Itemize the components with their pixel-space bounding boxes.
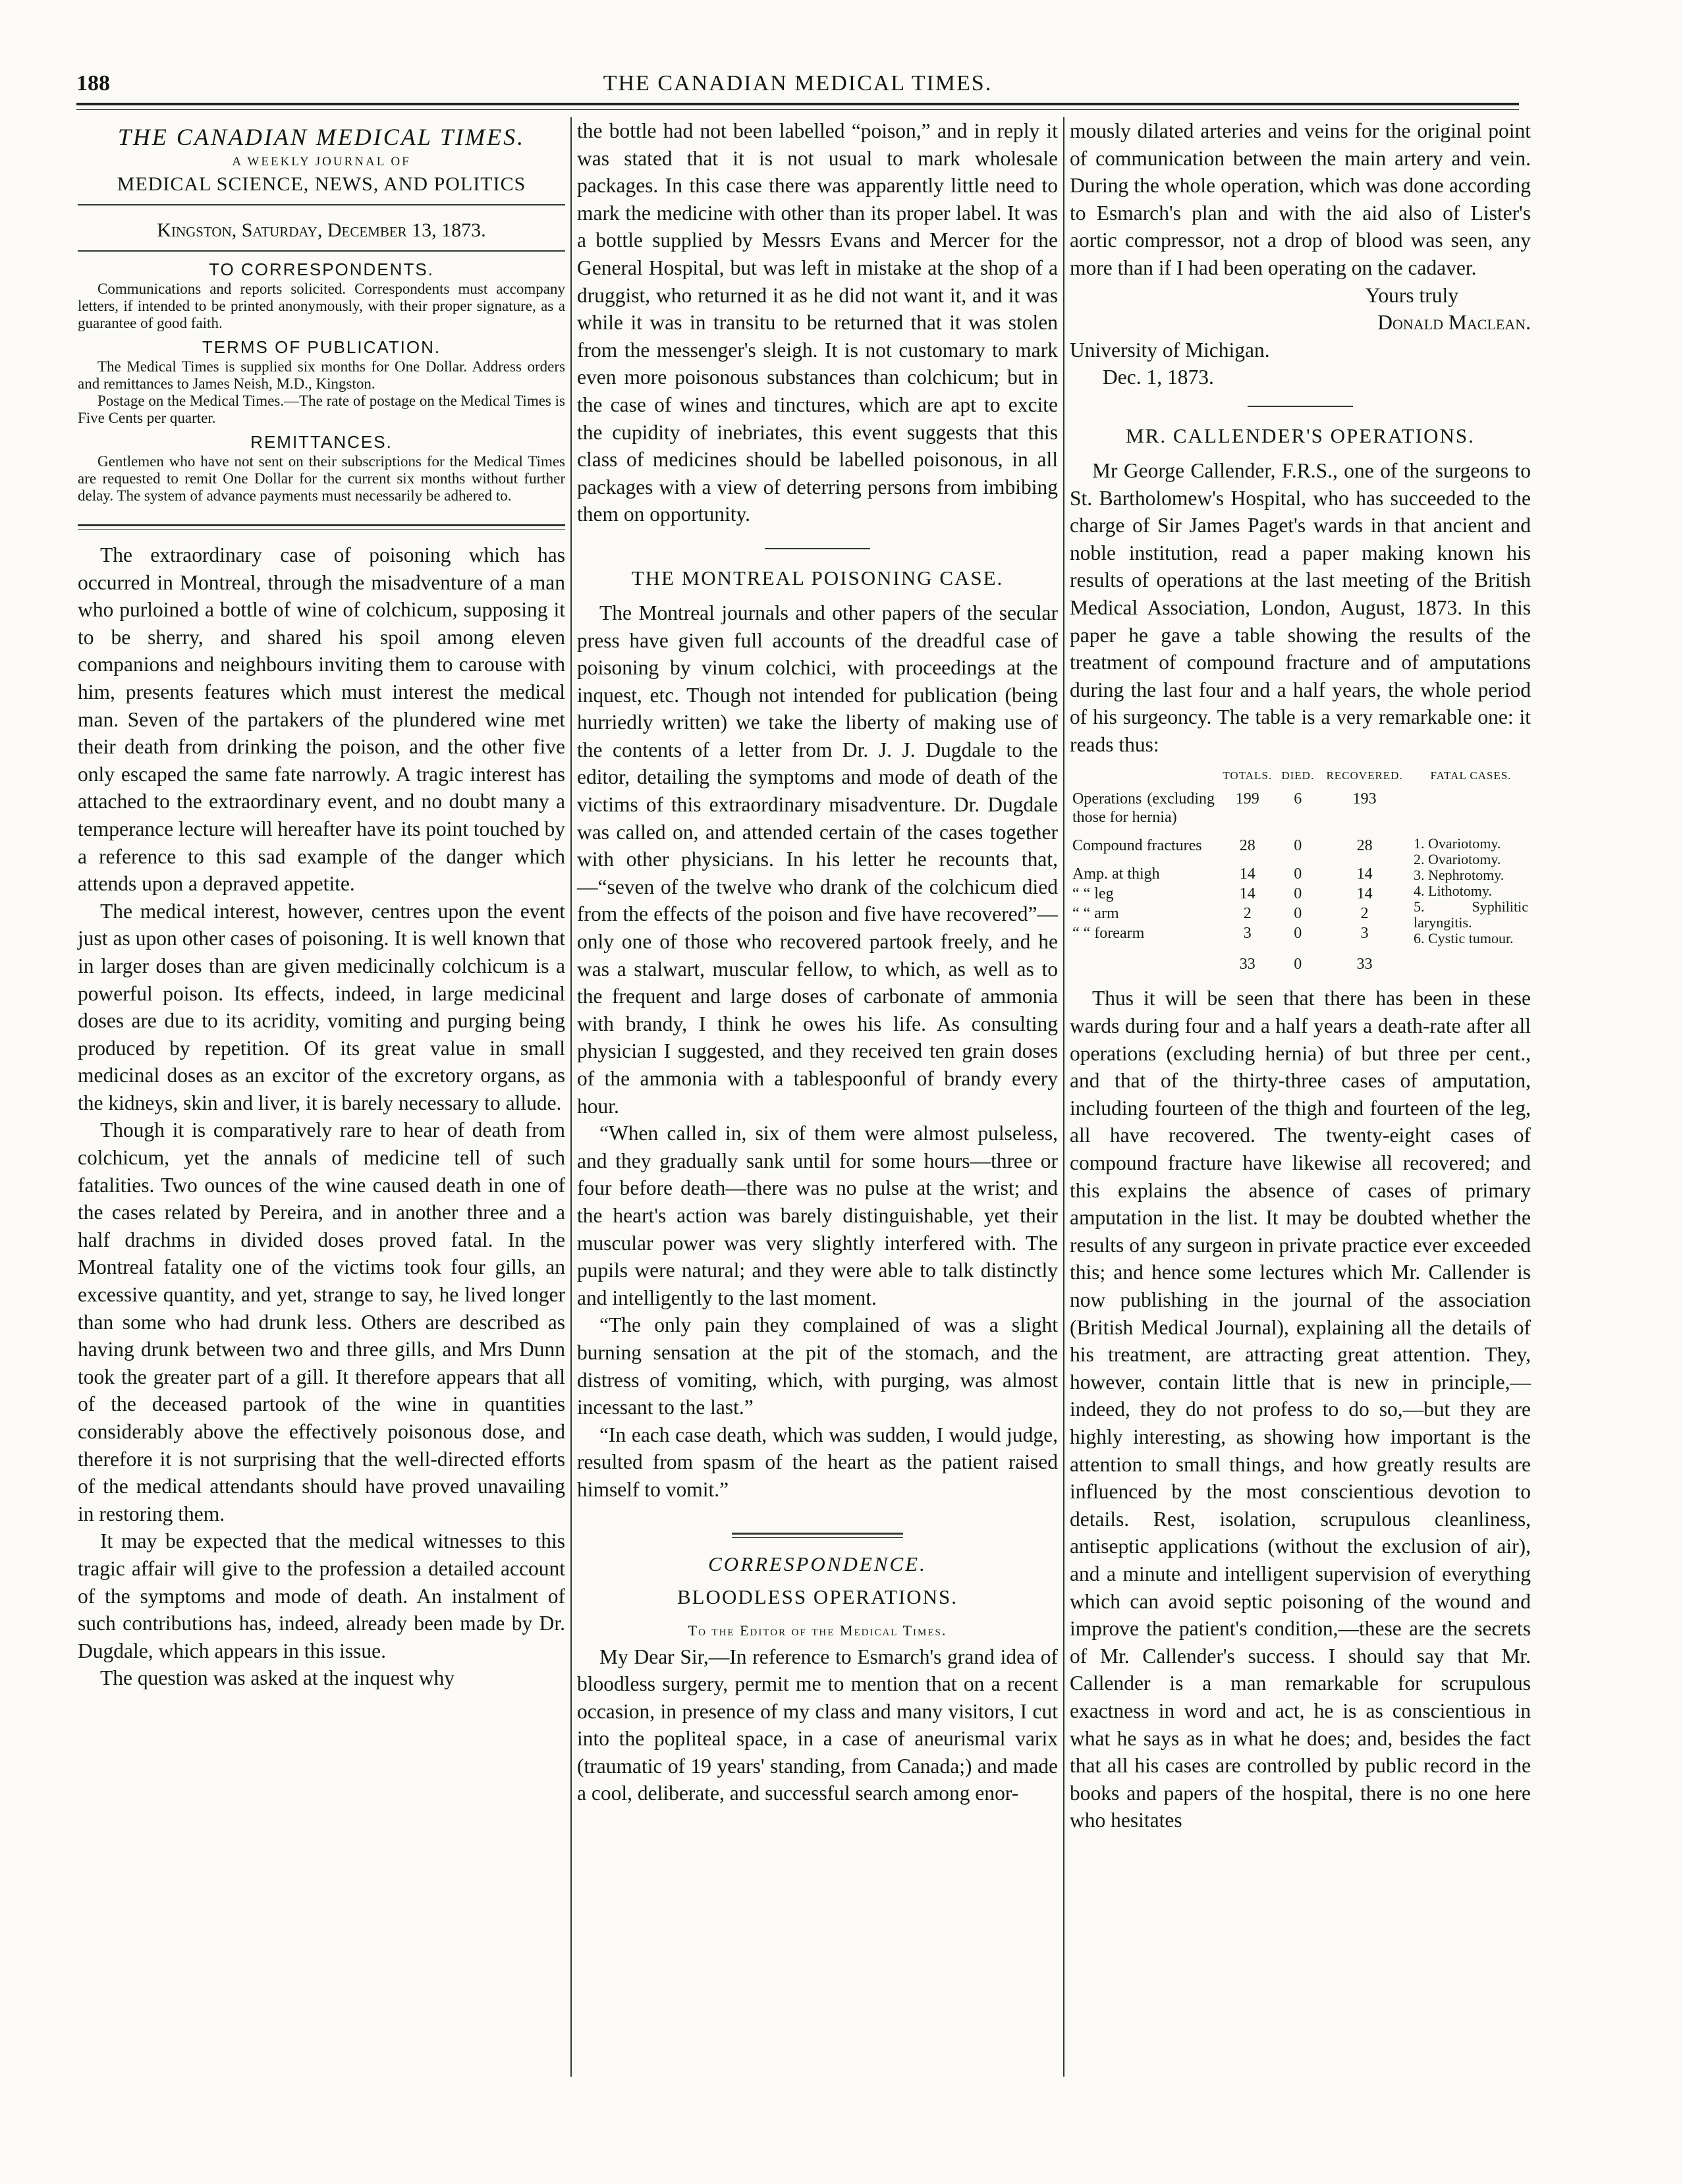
table-cell: 28 xyxy=(1239,837,1255,855)
head-rule xyxy=(76,103,1519,110)
publication-notice: The Medical Times is supplied six months for One Dollar. Address orders and remittances to James Neish, M.D., Kingston. xyxy=(78,358,565,392)
montreal-heading: THE MONTREAL POISONING CASE. xyxy=(631,566,1004,589)
fatal-case: 2. Ovariotomy. xyxy=(1414,851,1501,868)
table-row-label: “ “ arm xyxy=(1072,905,1119,923)
letter-paragraph: My Dear Sir,—In reference to Esmarch's grand idea of bloodless surgery, permit me to mention that on a recent occasion, in presence of my class and many visitors, I cut into the popliteal space, in a case of aneurismal varix (traumatic of 19 years' standing, from Canada;) and made a cool, deliberate, and successful search among enor- xyxy=(577,1645,1058,1805)
callender-paragraph: Thus it will be seen that there has been in these wards during four and a half years a death-rate after all operations (excluding hernia) of but three per cent., and that of the thirty-three cases of amputation, including fourteen of the thigh and fourteen of the leg, all have recovered. The twenty-eight cases of compound fracture have likewise all recovered; and this explains the absence of cases of primary amputation in the list. It may be doubted whether the results of any surgeon in private practice ever exceeded this; and hence some lectures which Mr. Callender is now publishing in the journal of the association (British Medical Journal), explaining all the details of his treatment, are attracting great attention. They, however, contain little that is new in principle,—indeed, they do not profess to do so,—but they are highly interesting, as showing how important is the attention to small things, and how greatly results are influenced by the most conscientious devotion to details. Rest, isolation, scrupulous cleanliness, antiseptic applications (without the exclusion of air), and a minute and intelligent supervision of everything which can avoid septic poisoning of the wound and improve the patient's condition,—these are the secrets of Mr. Callender's success. I should say that Mr. Callender is a man remarkable for scrupulous exactness in word and act, he is as conscientious in what he says as in what he does; and, besides the fact that all his cases are controlled by public record in the books and papers of the hospital, there is no one here who hesitates xyxy=(1070,987,1531,1832)
callender-heading: MR. CALLENDER'S OPERATIONS. xyxy=(1126,423,1475,447)
table-cell: 2 xyxy=(1243,905,1252,923)
masthead-subtitle: A WEEKLY JOURNAL OF xyxy=(232,155,411,169)
table-header: DIED. xyxy=(1281,769,1315,782)
table-header: RECOVERED. xyxy=(1326,769,1403,782)
table-cell: 2 xyxy=(1360,905,1369,923)
editorial-paragraph: Though it is comparatively rare to hear of death from colchicum, yet the annals of medicine tell of such fatalities. Two ounces of the wine caused death in one of the cases related by Pereira, and in another three and a half drachms in divided doses proved fatal. In the Montreal fatality one of the victims took four gills, an excessive quantity, and yet, strange to say, he lived longer than some who had drunk less. Others are described as having drunk between two and three gills, and Mrs Dunn took the greater part of a gill. It therefore appears that all of the deceased partook of the wine in quantities considerably above the effectively poisonous dose, and therefore it is not surprising that the well-directed efforts of the medical attendants should have proved unavailing in restoring them. xyxy=(78,1118,565,1525)
publication-heading: TERMS OF PUBLICATION. xyxy=(202,337,441,357)
table-cell: 3 xyxy=(1360,925,1369,942)
remittances-notice: Gentlemen who have not sent on their subscriptions for the Medical Times are requested to remit One Dollar for the current six months without further delay. The system of advance payments must necessarily be adhered to. xyxy=(78,453,565,504)
table-cell: 14 xyxy=(1356,865,1373,883)
section-rule xyxy=(765,548,870,549)
column-rule-left xyxy=(570,117,572,2077)
letter-paragraph: mously dilated arteries and veins for the original point of communication between the main artery and vein. During the whole operation, which was done according to Esmarch's plan and with the aid also of Lister's aortic compressor, not a drop of blood was seen, any more than if I had been operating on the cadaver. xyxy=(1070,119,1531,279)
dateline-rule xyxy=(78,250,565,252)
table-total: 33 xyxy=(1356,956,1373,973)
table-header: TOTALS. xyxy=(1223,769,1273,782)
table-total: 33 xyxy=(1239,956,1255,973)
postage-notice: Postage on the Medical Times.—The rate of postage on the Medical Times is Five Cents per quarter. xyxy=(78,393,565,426)
table-header-row xyxy=(1070,766,1531,789)
section-rule xyxy=(1248,406,1353,407)
fatal-cases-list xyxy=(1411,789,1531,974)
results-table xyxy=(1070,766,1531,974)
fatal-case: 1. Ovariotomy. xyxy=(1414,835,1501,852)
montreal-paragraph: “When called in, six of them were almost pulseless, and they gradually sank until for some hours—three or four before death—there was no pulse at the wrist; and the heart's action was barely distinguishable, yet their muscular power was very slightly interfered with. The pupils were natural; and they were able to talk distinctly and intelligently to the last moment. xyxy=(577,1122,1058,1309)
table-cell: 0 xyxy=(1294,905,1302,923)
correspondence-heading: CORRESPONDENCE. xyxy=(708,1552,927,1575)
letter-address: To the Editor of the Medical Times. xyxy=(688,1622,947,1639)
column-2 xyxy=(577,117,1058,1807)
letter-date: Dec. 1, 1873. xyxy=(1103,366,1214,389)
fatal-case: 5. Syphilitic laryngitis. xyxy=(1414,898,1528,931)
table-header: FATAL CASES. xyxy=(1430,769,1512,782)
editorial-paragraph: the bottle had not been labelled “poison,” and in reply it was stated that it is not usual to mark wholesale packages. In this case there was apparently little need to mark the medicine with other than its proper label. It was a bottle supplied by Messrs Evans and Mercer for the General Hospital, but was left in mistake at the shop of a druggist, who returned it as he did not want it, and it was while it was in transitu to be returned that it was stolen from the messenger's sleigh. It is not customary to mark even more poisonous substances than colchicum; but in the case of wines and tinctures, which are apt to excite the cupidity of inebriates, this event suggests that this class of medicines should be labelled poisonous, in all packages with a view of deterring persons from imbibing them on opportunity. xyxy=(577,119,1058,526)
callender-paragraph: Mr George Callender, F.R.S., one of the surgeons to St. Bartholomew's Hospital, who has succeeded to the charge of Sir James Paget's wards in that ancient and noble institution, read a paper making known his results of operations at the last meeting of the British Medical Association, London, August, 1873. In this paper he gave a table showing the results of the treatment of compound fracture and of amputations during the last four and a half years, the whole period of his surgeoncy. The table is a very remarkable one: it reads thus: xyxy=(1070,458,1531,756)
table-cell: 0 xyxy=(1294,885,1302,903)
table-cell: 14 xyxy=(1356,885,1373,903)
table-cell: 0 xyxy=(1294,865,1302,883)
fatal-case: 4. Lithotomy. xyxy=(1414,883,1492,900)
running-head xyxy=(76,71,1519,104)
table-cell: 28 xyxy=(1356,837,1373,855)
correspondence-rule xyxy=(732,1533,903,1538)
page-number: 188 xyxy=(76,71,110,96)
notices-rule xyxy=(78,524,565,530)
letter-place: University of Michigan. xyxy=(1070,338,1270,362)
remittances-heading: REMITTANCES. xyxy=(250,432,393,452)
masthead-title: THE CANADIAN MEDICAL TIMES. xyxy=(117,124,526,150)
bloodless-heading: BLOODLESS OPERATIONS. xyxy=(676,1585,958,1608)
montreal-paragraph: “In each case death, which was sudden, I would judge, resulted from spasm of the heart as the patient raised himself to vomit.” xyxy=(577,1423,1058,1501)
editorial-paragraph: The medical interest, however, centres upon the event just as upon other cases of poisoning. It is well known that in larger doses than are given medicinally colchicum is a powerful poison. Its effects, indeed, in large medicinal doses are due to its acridity, vomiting and purging being produced by repetition. Of its great value in small medicinal doses as an excitor of the excretory organs, as the kidneys, skin and liver, it is barely necessary to allude. xyxy=(78,899,565,1114)
montreal-paragraph: The Montreal journals and other papers of the secular press have given full accounts of the dreadful case of poisoning by vinum colchici, with proceedings at the inquest, etc. Though not intended for publication (being hurriedly written) we take the liberty of making use of the contents of a letter from Dr. J. J. Dugdale to the editor, detailing the symptoms and mode of death of the victims of this extraordinary misadventure. Dr. Dugdale was called on, and attended certain of the cases together with other physicians. In his letter he recounts that,—“seven of the twelve who drank of the colchicum died from the effects of the poison and five have recovered”—only one of those who recovered partook freely, and he was a stalwart, muscular fellow, to which, as well as to the frequent and large doses of carbonate of ammonia with brandy, I think he owes his life. As consulting physician I suggested, and they received ten grain doses of the ammonia with a tablespoonful of brandy every hour. xyxy=(577,601,1058,1118)
table-cell: 3 xyxy=(1243,925,1252,942)
column-1 xyxy=(78,117,565,1692)
editorial-paragraph: The question was asked at the inquest why xyxy=(100,1666,455,1690)
table-row-label: Amp. at thigh xyxy=(1072,865,1160,883)
fatal-case: 3. Nephrotomy. xyxy=(1414,867,1504,884)
letter-closing: Yours truly xyxy=(1365,283,1458,307)
table-cell: 14 xyxy=(1239,865,1255,883)
dateline: Kingston, Saturday, December 13, 1873. xyxy=(157,219,486,241)
table-row-label: “ “ forearm xyxy=(1072,925,1145,942)
table-cell: 14 xyxy=(1239,885,1255,903)
column-rule-right xyxy=(1063,117,1064,2077)
editorial-paragraph: The extraordinary case of poisoning which has occurred in Montreal, through the misadventure of a man who purloined a bottle of wine of colchicum, supposing it to be sherry, and shared his spoil among eleven companions and neighbours inviting them to carouse with him, presents features which must interest the medical man. Seven of the partakers of the plundered wine met their death from drinking the poison, and the other five only escaped the same fate narrowly. A tragic interest has attached to the extraordinary event, and no doubt many a temperance lecture will hereafter have its point touched by a reference to this sad example of the danger which attends upon a depraved appetite. xyxy=(78,543,565,896)
table-cell: 199 xyxy=(1235,790,1259,808)
masthead-topics: MEDICAL SCIENCE, NEWS, AND POLITICS xyxy=(117,173,526,195)
masthead-rule xyxy=(78,204,565,205)
table-row xyxy=(1070,789,1531,827)
table-row-label: “ “ leg xyxy=(1072,885,1114,903)
running-head-title: THE CANADIAN MEDICAL TIMES. xyxy=(603,71,993,96)
table-row-label: Operations (excluding those for hernia) xyxy=(1072,790,1215,827)
table-cell: 0 xyxy=(1294,837,1302,855)
table-cell: 193 xyxy=(1352,790,1377,808)
correspondents-heading: TO CORRESPONDENTS. xyxy=(209,259,434,279)
table-cell: 6 xyxy=(1294,790,1302,808)
montreal-paragraph: “The only pain they complained of was a slight burning sensation at the pit of the stomach, and the distress of vomiting, which, with purging, was almost incessant to the last.” xyxy=(577,1313,1058,1419)
fatal-case: 6. Cystic tumour. xyxy=(1414,930,1514,947)
table-row-label: Compound fractures xyxy=(1072,837,1202,855)
column-3 xyxy=(1070,117,1531,1834)
table-total: 0 xyxy=(1294,956,1302,973)
table-cell: 0 xyxy=(1294,925,1302,942)
correspondents-notice: Communications and reports solicited. Correspondents must accompany letters, if intended to be printed anonymously, with their proper signature, as a guarantee of good faith. xyxy=(78,281,565,331)
letter-signature: Donald Maclean. xyxy=(1377,311,1531,335)
editorial-paragraph: It may be expected that the medical witnesses to this tragic affair will give to the profession a detailed account of the symptoms and mode of death. An instalment of such contributions has, indeed, already been made by Dr. Dugdale, which appears in this issue. xyxy=(78,1529,565,1662)
